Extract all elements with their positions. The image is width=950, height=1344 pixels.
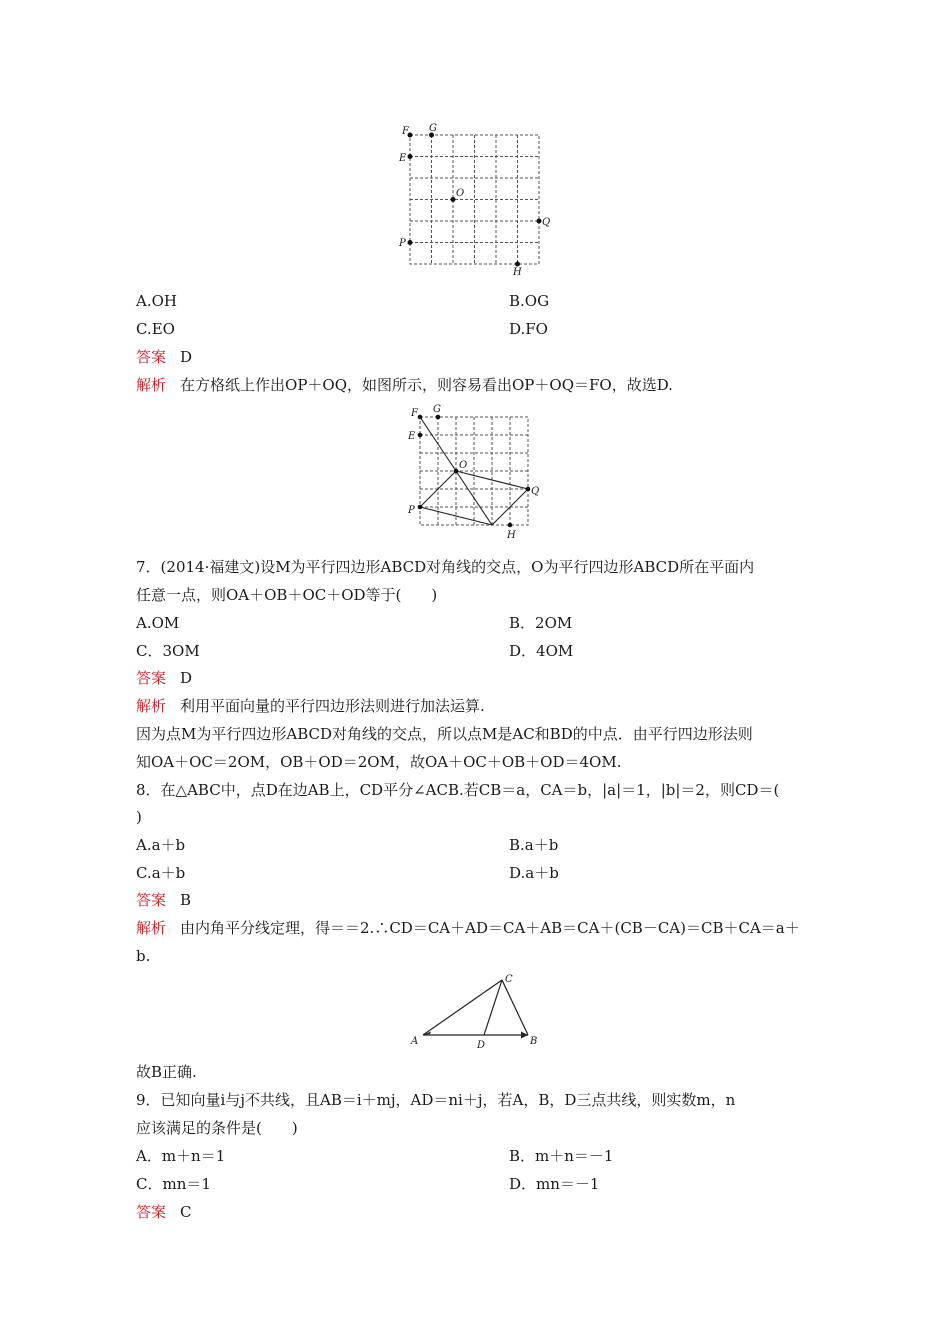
tri-label-D: D bbox=[477, 1040, 486, 1051]
q9-stem-1: 9．已知向量i与j不共线，且AB＝i＋mj，AD＝ni＋j，若A，B，D三点共线，则实数m，n bbox=[136, 1091, 736, 1109]
analysis-label: 解析 bbox=[136, 376, 167, 394]
q8-answer-line bbox=[136, 890, 191, 910]
answer-label: 答案 bbox=[136, 348, 167, 366]
q7-option-c: C．3OM bbox=[136, 642, 200, 660]
q6-analysis: 在方格纸上作出OP＋OQ，如图所示，则容易看出OP＋OQ＝FO，故选D. bbox=[180, 376, 673, 394]
label-P: P bbox=[399, 238, 406, 249]
q8-answer: B bbox=[180, 891, 192, 909]
q9-stem-2: 应该满足的条件是( ) bbox=[136, 1119, 298, 1137]
grid-figure-1 bbox=[395, 120, 555, 280]
q9-option-c: C．mn＝1 bbox=[136, 1175, 211, 1193]
q8-option-d: D.a＋b bbox=[509, 864, 559, 882]
q8-analysis: 由内角平分线定理，得＝＝2.∴CD＝CA＋AD＝CA＋AB＝CA＋(CB－CA)＝CB＋CA＝a＋ bbox=[180, 919, 800, 937]
q8-option-b: B.a＋b bbox=[509, 836, 559, 854]
q8-stem-1: 8．在△ABC中，点D在边AB上，CD平分∠ACB.若CB＝a，CA＝b，|a|＝1，|b|＝2，则CD＝( bbox=[136, 781, 780, 799]
analysis-label: 解析 bbox=[136, 919, 167, 937]
q6-option-d: D.FO bbox=[509, 320, 548, 338]
answer-label: 答案 bbox=[136, 669, 167, 687]
label-F2: F bbox=[411, 408, 418, 419]
q9-option-d: D．mn＝－1 bbox=[509, 1175, 600, 1193]
q7-option-a: A.OM bbox=[136, 614, 180, 632]
q7-answer-line bbox=[136, 668, 192, 688]
tri-label-C: C bbox=[505, 974, 513, 985]
label-O2: O bbox=[459, 460, 468, 471]
label-H2: H bbox=[507, 530, 516, 541]
q7-analysis: 利用平面向量的平行四边形法则进行加法运算. bbox=[180, 697, 485, 715]
label-Q: Q bbox=[542, 217, 551, 228]
q8-analysis-line bbox=[136, 918, 800, 938]
q8-stem-2: ) bbox=[136, 808, 142, 826]
tri-label-B: B bbox=[530, 1036, 538, 1047]
tri-label-A: A bbox=[411, 1036, 419, 1047]
q8-option-a: A.a＋b bbox=[136, 836, 186, 854]
q8-analysis-2: b. bbox=[136, 947, 151, 965]
analysis-label: 解析 bbox=[136, 697, 167, 715]
q6-option-c: C.EO bbox=[136, 320, 175, 338]
q7-option-b: B．2OM bbox=[509, 614, 573, 632]
q7-analysis-line bbox=[136, 696, 485, 716]
label-F: F bbox=[402, 126, 409, 137]
q8-option-c: C.a＋b bbox=[136, 864, 186, 882]
q7-text-1: 因为点M为平行四边形ABCD对角线的交点，所以点M是AC和BD的中点．由平行四边形法则 bbox=[136, 725, 753, 743]
label-P2: P bbox=[408, 505, 415, 516]
q9-answer-line bbox=[136, 1202, 192, 1222]
label-H: H bbox=[513, 267, 522, 278]
label-E: E bbox=[399, 153, 407, 164]
q7-stem-2: 任意一点，则OA＋OB＋OC＋OD等于( ) bbox=[136, 586, 438, 604]
q6-answer: D bbox=[180, 348, 193, 366]
label-Q2: Q bbox=[531, 486, 540, 497]
q9-option-b: B．m＋n＝－1 bbox=[509, 1147, 614, 1165]
q6-answer-line bbox=[136, 347, 192, 367]
label-E2: E bbox=[408, 431, 416, 442]
label-O: O bbox=[456, 188, 465, 199]
q7-stem-1: 7．(2014·福建文)设M为平行四边形ABCD对角线的交点，O为平行四边形ABCD所在平面内 bbox=[136, 558, 755, 576]
q9-answer: C bbox=[180, 1203, 192, 1221]
triangle-figure bbox=[405, 968, 555, 1053]
q7-option-d: D．4OM bbox=[509, 642, 574, 660]
q6-analysis-line bbox=[136, 375, 673, 395]
q9-option-a: A．m＋n＝1 bbox=[136, 1147, 226, 1165]
q7-answer: D bbox=[180, 669, 193, 687]
grid-figure-2 bbox=[405, 405, 555, 545]
q7-text-2: 知OA＋OC＝2OM，OB＋OD＝2OM，故OA＋OC＋OB＋OD＝4OM. bbox=[136, 753, 622, 771]
q6-option-a: A.OH bbox=[136, 292, 177, 310]
label-G: G bbox=[429, 123, 437, 134]
answer-label: 答案 bbox=[136, 891, 167, 909]
answer-label: 答案 bbox=[136, 1203, 167, 1221]
q6-option-b: B.OG bbox=[509, 292, 550, 310]
q8-conclusion: 故B正确. bbox=[136, 1063, 197, 1081]
label-G2: G bbox=[433, 404, 441, 415]
